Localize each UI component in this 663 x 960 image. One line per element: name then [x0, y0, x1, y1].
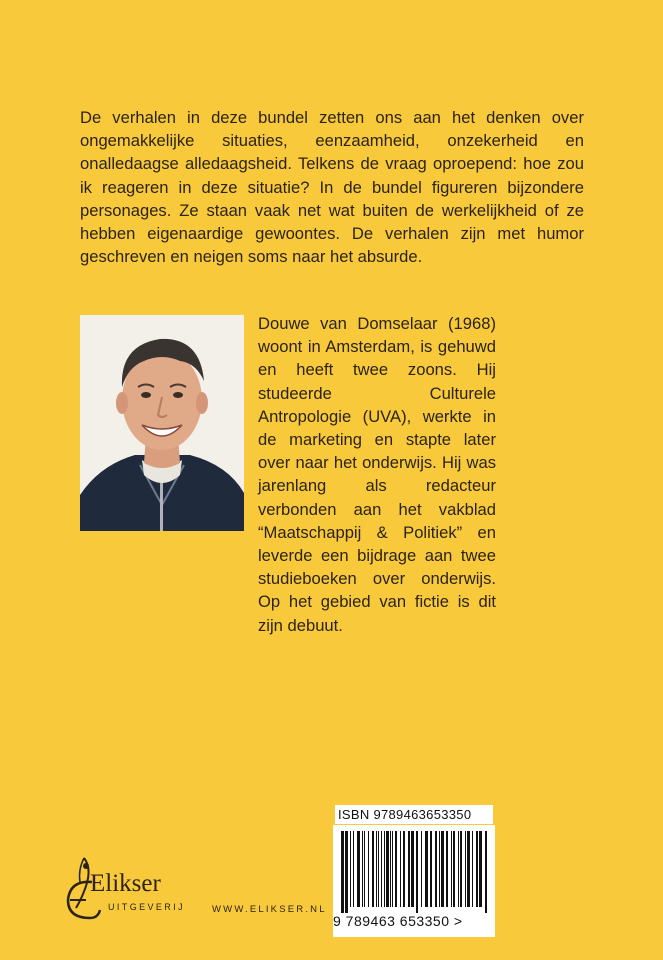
barcode-bar [384, 831, 385, 907]
barcode-bar [467, 831, 470, 907]
barcode-bar [403, 831, 405, 907]
barcode-bar [476, 831, 478, 907]
barcode-bar [472, 831, 473, 907]
barcode-bar [446, 831, 448, 907]
barcode-bar [411, 831, 414, 907]
publisher-website: WWW.ELIKSER.NL [212, 904, 327, 915]
barcode-bar [416, 831, 418, 913]
barcode-bar [451, 831, 452, 907]
barcode-bar [378, 831, 379, 907]
barcode-bar [353, 831, 354, 907]
barcode-bar [392, 831, 393, 907]
barcode-bar [341, 831, 344, 913]
barcode-bar [368, 831, 369, 907]
barcode-bar [357, 831, 360, 907]
barcode-bar [345, 831, 348, 913]
barcode-bar [408, 831, 410, 907]
barcode-bar [435, 831, 437, 907]
barcode-bar [395, 831, 397, 907]
barcode-bar [460, 831, 462, 907]
barcode-bar [364, 831, 365, 907]
barcode-bar [390, 831, 391, 907]
back-cover-blurb: De verhalen in deze bundel zetten ons aan het denken over ongemakkelijke situaties, eenzaamheid, onzekerheid en onalledaagse alledaagsheid. Telkens de vraag oproepend: hoe zou ik reageren in deze situatie? In de bundel figureren bijzondere personages. Ze staan vaak net wat buiten de werkelijkheid of ze hebben eigenaardige gewoontes. De verhalen zijn met humor geschreven en neigen soms naar het absurde. [80, 108, 584, 267]
barcode-bar [430, 831, 432, 907]
barcode-bar [376, 831, 377, 907]
barcode-bar [458, 831, 459, 907]
barcode-bar [439, 831, 440, 907]
isbn-label: ISBN 9789463653350 [335, 805, 493, 824]
publisher-subtitle: UITGEVERIJ [108, 902, 186, 912]
barcode-bar [400, 831, 401, 907]
barcode-bar [441, 831, 444, 907]
barcode-bar [381, 831, 382, 907]
barcode-digits: 9 789463 653350 > [333, 913, 463, 929]
barcode-bar [479, 831, 482, 907]
barcode-bar [485, 831, 487, 913]
barcode-bar [421, 831, 422, 907]
barcode-bar [372, 831, 374, 907]
barcode-bar [465, 831, 466, 907]
barcode-bar [386, 831, 389, 907]
barcode-bar [425, 831, 428, 907]
publisher-name: Elikser [90, 870, 161, 897]
barcode-bar [350, 831, 351, 907]
author-bio: Douwe van Domselaar (1968) woont in Amsterdam, is gehuwd en heeft twee zoons. Hij studeerde Culturele Antropologie (UVA), werkte in de marketing en stapte later over naar het onderwijs. Hij was jarenlang als redacteur verbonden aan het vakblad “Maatschappij & Politiek” en leverde een bijdrage aan twee studieboeken over onderwijs. Op het gebied van fictie is dit zijn debuut. [258, 314, 496, 635]
barcode-bar [362, 831, 363, 907]
barcode-bar [453, 831, 455, 907]
author-photo [80, 315, 244, 531]
publisher-logo [62, 856, 202, 926]
